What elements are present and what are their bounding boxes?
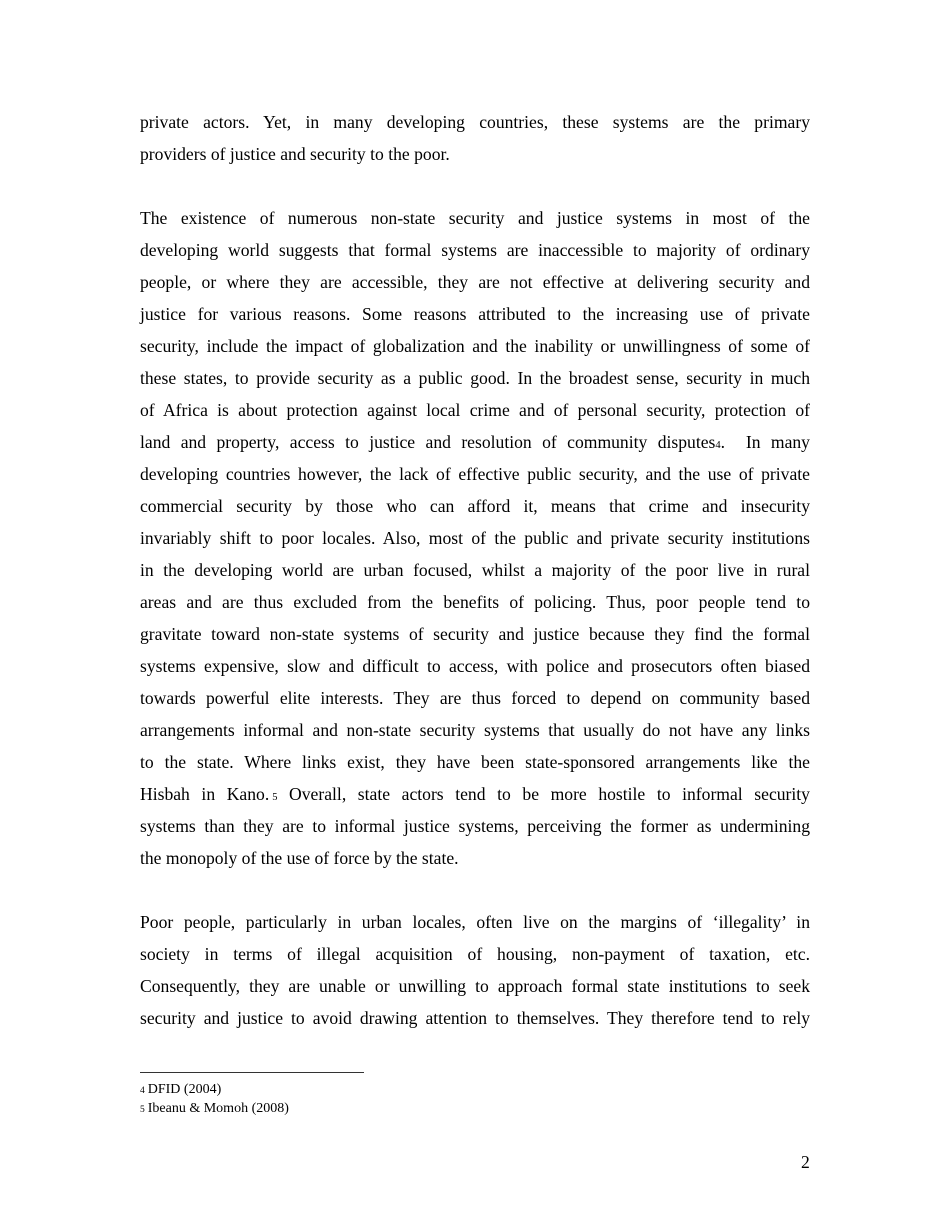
paragraph-2-line-15: systems expensive, slow and difficult to access, with police and prosecutors often biased xyxy=(140,656,810,676)
paragraph-2-line-21: the monopoly of the use of force by the state. xyxy=(140,848,459,868)
footnote-number: 4 xyxy=(140,1086,145,1096)
page-number: 2 xyxy=(801,1152,810,1172)
line-text-after-ref: . In many xyxy=(720,432,810,452)
paragraph-2-line-20: systems than they are to informal justice systems, perceiving the former as undermining xyxy=(140,816,810,836)
paragraph-2-line-11: invariably shift to poor locales. Also, most of the public and private security institutions xyxy=(140,528,810,548)
paragraph-3-line-4: security and justice to avoid drawing attention to themselves. They therefore tend to rely xyxy=(140,1008,810,1028)
paragraph-1-line-1: private actors. Yet, in many developing countries, these systems are the primary xyxy=(140,112,810,132)
paragraph-2-line-9: developing countries however, the lack of effective public security, and the use of private xyxy=(140,464,810,484)
paragraph-2-line-3: people, or where they are accessible, they are not effective at delivering security and xyxy=(140,272,810,292)
paragraph-2-line-7: of Africa is about protection against local crime and of personal security, protection of xyxy=(140,400,810,420)
paragraph-2-line-14: gravitate toward non-state systems of security and justice because they find the formal xyxy=(140,624,810,644)
footnote-ref-5[interactable]: 5 xyxy=(272,792,278,803)
paragraph-2-line-2: developing world suggests that formal systems are inaccessible to majority of ordinary xyxy=(140,240,810,260)
paragraph-2-line-1: The existence of numerous non-state security and justice systems in most of the xyxy=(140,208,810,228)
line-text: Hisbah in Kano. xyxy=(140,784,270,804)
footnote-4 xyxy=(140,1081,221,1100)
line-text: land and property, access to justice and resolution of community disputes xyxy=(140,432,716,452)
paragraph-2-line-18: to the state. Where links exist, they have been state-sponsored arrangements like the xyxy=(140,752,810,772)
paragraph-2-line-6: these states, to provide security as a public good. In the broadest sense, security in much xyxy=(140,368,810,388)
line-text-after-ref: Overall, state actors tend to be more hostile to informal security xyxy=(277,784,810,804)
footnote-text: Ibeanu & Momoh (2008) xyxy=(147,1101,289,1116)
footnote-number: 5 xyxy=(140,1105,145,1115)
paragraph-2-line-12: in the developing world are urban focused, whilst a majority of the poor live in rural xyxy=(140,560,810,580)
footnote-separator xyxy=(140,1072,364,1073)
paragraph-3-line-2: society in terms of illegal acquisition of housing, non-payment of taxation, etc. xyxy=(140,944,810,964)
paragraph-2-line-16: towards powerful elite interests. They are thus forced to depend on community based xyxy=(140,688,810,708)
footnote-text: DFID (2004) xyxy=(147,1082,222,1097)
paragraph-2-line-17: arrangements informal and non-state security systems that usually do not have any links xyxy=(140,720,810,740)
paragraph-2-line-8 xyxy=(140,430,810,454)
footnote-ref-4[interactable]: 4 xyxy=(715,440,721,451)
paragraph-2-line-13: areas and are thus excluded from the benefits of policing. Thus, poor people tend to xyxy=(140,592,810,612)
paragraph-3-line-3: Consequently, they are unable or unwilling to approach formal state institutions to seek xyxy=(140,976,810,996)
paragraph-2-line-5: security, include the impact of globalization and the inability or unwillingness of some of xyxy=(140,336,810,356)
footnote-5 xyxy=(140,1100,289,1119)
paragraph-2-line-19 xyxy=(140,782,810,806)
paragraph-1-line-2: providers of justice and security to the poor. xyxy=(140,144,450,164)
paragraph-3-line-1: Poor people, particularly in urban locales, often live on the margins of ‘illegality’ in xyxy=(140,912,810,932)
paragraph-2-line-10: commercial security by those who can afford it, means that crime and insecurity xyxy=(140,496,810,516)
paragraph-2-line-4: justice for various reasons. Some reasons attributed to the increasing use of private xyxy=(140,304,810,324)
